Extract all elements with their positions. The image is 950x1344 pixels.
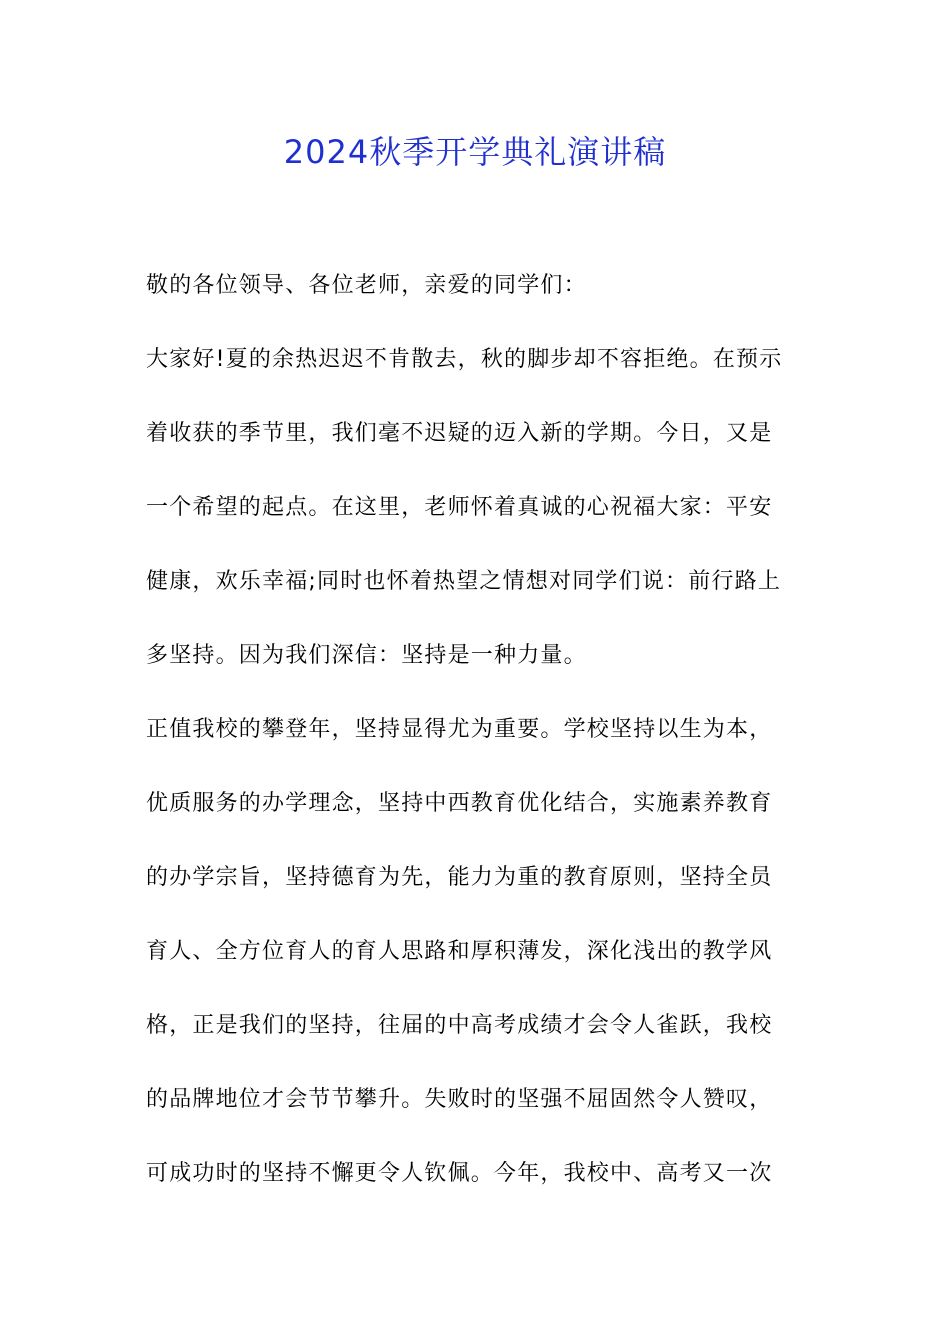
body-line: 一个希望的起点。在这里，老师怀着真诚的心祝福大家：平安 xyxy=(146,495,773,520)
body-line: 正值我校的攀登年，坚持显得尤为重要。学校坚持以生为本， xyxy=(146,717,773,742)
document-title: 2024秋季开学典礼演讲稿 xyxy=(283,133,667,171)
document-body xyxy=(146,262,816,1224)
body-line: 育人、全方位育人的育人思路和厚积薄发，深化浅出的教学风 xyxy=(146,939,773,964)
body-line: 大家好!夏的余热迟迟不肯散去，秋的脚步却不容拒绝。在预示 xyxy=(146,347,783,372)
body-line: 健康，欢乐幸福;同时也怀着热望之情想对同学们说：前行路上 xyxy=(146,569,782,594)
body-line: 格，正是我们的坚持，往届的中高考成绩才会令人雀跃，我校 xyxy=(146,1013,773,1038)
body-line: 敬的各位领导、各位老师，亲爱的同学们： xyxy=(146,273,587,298)
body-line: 的办学宗旨，坚持德育为先，能力为重的教育原则，坚持全员 xyxy=(146,865,773,890)
body-line: 可成功时的坚持不懈更令人钦佩。今年，我校中、高考又一次 xyxy=(146,1161,773,1186)
body-line: 的品牌地位才会节节攀升。失败时的坚强不屈固然令人赞叹， xyxy=(146,1087,773,1112)
body-line: 着收获的季节里，我们毫不迟疑的迈入新的学期。今日，又是 xyxy=(146,421,773,446)
body-line: 优质服务的办学理念，坚持中西教育优化结合，实施素养教育 xyxy=(146,791,773,816)
body-line: 多坚持。因为我们深信：坚持是一种力量。 xyxy=(146,643,587,668)
